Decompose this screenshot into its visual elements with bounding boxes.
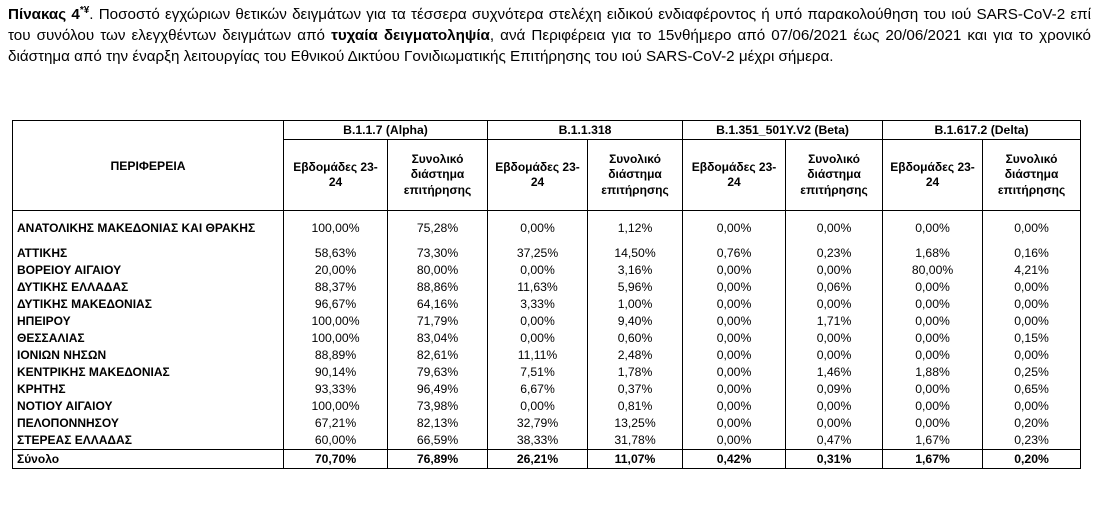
value-cell: 0,23%: [983, 432, 1081, 450]
value-cell: 0,00%: [488, 211, 588, 246]
table-row: [13, 279, 1081, 296]
value-cell: 14,50%: [588, 245, 683, 262]
value-cell: 0,47%: [786, 432, 883, 450]
subheader-total-period: Συνολικό διάστημα επιτήρησης: [983, 140, 1081, 211]
value-cell: 0,25%: [983, 364, 1081, 381]
value-cell: 1,46%: [786, 364, 883, 381]
value-cell: 1,71%: [786, 313, 883, 330]
value-cell: 75,28%: [388, 211, 488, 246]
value-cell: 93,33%: [284, 381, 388, 398]
value-cell: 0,00%: [883, 398, 983, 415]
region-cell: ΗΠΕΙΡΟΥ: [13, 313, 284, 330]
value-cell: 13,25%: [588, 415, 683, 432]
value-cell: 0,60%: [588, 330, 683, 347]
value-cell: 96,49%: [388, 381, 488, 398]
value-cell: 96,67%: [284, 296, 388, 313]
value-cell: 0,00%: [983, 211, 1081, 246]
value-cell: 100,00%: [284, 330, 388, 347]
value-cell: 100,00%: [284, 211, 388, 246]
value-cell: 2,48%: [588, 347, 683, 364]
table-group-header-row: [13, 121, 1081, 140]
value-cell: 0,00%: [883, 347, 983, 364]
value-cell: 4,21%: [983, 262, 1081, 279]
table-row: [13, 245, 1081, 262]
value-cell: 0,00%: [883, 279, 983, 296]
value-cell: 0,00%: [883, 211, 983, 246]
value-cell: 20,00%: [284, 262, 388, 279]
region-column-header: ΠΕΡΙΦΕΡΕΙΑ: [13, 121, 284, 211]
value-cell: 0,00%: [883, 330, 983, 347]
value-cell: 0,00%: [983, 279, 1081, 296]
subheader-total-period: Συνολικό διάστημα επιτήρησης: [388, 140, 488, 211]
table-row: [13, 347, 1081, 364]
value-cell: 0,23%: [786, 245, 883, 262]
region-cell: ΠΕΛΟΠΟΝΝΗΣΟΥ: [13, 415, 284, 432]
value-cell: 66,59%: [388, 432, 488, 450]
table-row: [13, 296, 1081, 313]
total-value-cell: 0,42%: [683, 450, 786, 469]
table-row: [13, 330, 1081, 347]
table-row: [13, 381, 1081, 398]
value-cell: 88,37%: [284, 279, 388, 296]
value-cell: 0,00%: [683, 398, 786, 415]
value-cell: 1,00%: [588, 296, 683, 313]
value-cell: 100,00%: [284, 398, 388, 415]
caption-label: Πίνακας 4*¥: [8, 4, 90, 23]
subheader-weeks: Εβδομάδες 23-24: [488, 140, 588, 211]
value-cell: 0,00%: [983, 398, 1081, 415]
value-cell: 88,89%: [284, 347, 388, 364]
value-cell: 11,11%: [488, 347, 588, 364]
value-cell: 0,00%: [488, 313, 588, 330]
value-cell: 0,00%: [683, 432, 786, 450]
value-cell: 0,00%: [683, 279, 786, 296]
value-cell: 73,98%: [388, 398, 488, 415]
value-cell: 6,67%: [488, 381, 588, 398]
value-cell: 0,00%: [786, 262, 883, 279]
group-header-alpha: B.1.1.7 (Alpha): [284, 121, 488, 140]
value-cell: 90,14%: [284, 364, 388, 381]
table-row: [13, 262, 1081, 279]
value-cell: 1,67%: [883, 432, 983, 450]
caption-text-part2: , ανά Περιφέρεια για το 15νθήμερο από 07/06/2021 έως 20/06/2021 και για το χρονικό διάστημα από την έναρξη λειτουργίας του Εθνικού Δικτύου Γονιδιωματικής Επιτήρησης του ιού SARS-CoV-2 μέχρι σήμερα.: [8, 27, 1091, 65]
value-cell: 0,37%: [588, 381, 683, 398]
total-row: [13, 450, 1081, 469]
value-cell: 1,12%: [588, 211, 683, 246]
value-cell: 71,79%: [388, 313, 488, 330]
region-cell: ΚΡΗΤΗΣ: [13, 381, 284, 398]
value-cell: 0,00%: [488, 398, 588, 415]
value-cell: 0,09%: [786, 381, 883, 398]
value-cell: 0,00%: [683, 381, 786, 398]
value-cell: 1,78%: [588, 364, 683, 381]
value-cell: 31,78%: [588, 432, 683, 450]
subheader-weeks: Εβδομάδες 23-24: [284, 140, 388, 211]
region-cell: ΑΝΑΤΟΛΙΚΗΣ ΜΑΚΕΔΟΝΙΑΣ ΚΑΙ ΘΡΑΚΗΣ: [13, 211, 284, 246]
value-cell: 37,25%: [488, 245, 588, 262]
value-cell: 0,20%: [983, 415, 1081, 432]
region-cell: ΑΤΤΙΚΗΣ: [13, 245, 284, 262]
subheader-total-period: Συνολικό διάστημα επιτήρησης: [588, 140, 683, 211]
value-cell: 0,00%: [683, 262, 786, 279]
caption-text-part1: . Ποσοστό εγχώριων θετικών δειγμάτων για τα τέσσερα συχνότερα στελέχη ειδικού ενδιαφέροντος ή υπό παρακολούθηση του ιού SARS-CoV-2 επί του συνόλου των ελεγχθέντων δειγμάτων από: [8, 6, 1091, 44]
value-cell: 0,00%: [488, 262, 588, 279]
total-value-cell: 0,20%: [983, 450, 1081, 469]
value-cell: 11,63%: [488, 279, 588, 296]
value-cell: 0,81%: [588, 398, 683, 415]
value-cell: 67,21%: [284, 415, 388, 432]
value-cell: 0,16%: [983, 245, 1081, 262]
table-row: [13, 313, 1081, 330]
value-cell: 79,63%: [388, 364, 488, 381]
value-cell: 0,06%: [786, 279, 883, 296]
value-cell: 80,00%: [388, 262, 488, 279]
value-cell: 88,86%: [388, 279, 488, 296]
total-value-cell: 11,07%: [588, 450, 683, 469]
value-cell: 64,16%: [388, 296, 488, 313]
value-cell: 0,00%: [883, 296, 983, 313]
value-cell: 0,65%: [983, 381, 1081, 398]
value-cell: 0,00%: [683, 313, 786, 330]
value-cell: 100,00%: [284, 313, 388, 330]
table-row: [13, 211, 1081, 246]
total-value-cell: 0,31%: [786, 450, 883, 469]
total-value-cell: 26,21%: [488, 450, 588, 469]
table-body: [13, 211, 1081, 469]
variants-table: [12, 120, 1081, 469]
value-cell: 0,00%: [883, 415, 983, 432]
value-cell: 0,00%: [683, 347, 786, 364]
value-cell: 0,00%: [683, 330, 786, 347]
value-cell: 0,00%: [488, 330, 588, 347]
value-cell: 0,00%: [683, 415, 786, 432]
group-header-beta: B.1.351_501Y.V2 (Beta): [683, 121, 883, 140]
value-cell: 58,63%: [284, 245, 388, 262]
value-cell: 1,68%: [883, 245, 983, 262]
value-cell: 3,33%: [488, 296, 588, 313]
table-caption: [8, 4, 1091, 67]
value-cell: 0,00%: [983, 313, 1081, 330]
table-row: [13, 415, 1081, 432]
total-value-cell: 70,70%: [284, 450, 388, 469]
subheader-weeks: Εβδομάδες 23-24: [883, 140, 983, 211]
region-cell: ΝΟΤΙΟΥ ΑΙΓΑΙΟΥ: [13, 398, 284, 415]
value-cell: 0,00%: [786, 398, 883, 415]
value-cell: 0,00%: [883, 381, 983, 398]
value-cell: 0,00%: [683, 364, 786, 381]
region-cell: ΙΟΝΙΩΝ ΝΗΣΩΝ: [13, 347, 284, 364]
value-cell: 73,30%: [388, 245, 488, 262]
group-header-b11318: B.1.1.318: [488, 121, 683, 140]
value-cell: 0,00%: [786, 330, 883, 347]
value-cell: 5,96%: [588, 279, 683, 296]
region-cell: ΣΤΕΡΕΑΣ ΕΛΛΑΔΑΣ: [13, 432, 284, 450]
value-cell: 7,51%: [488, 364, 588, 381]
region-cell: ΒΟΡΕΙΟΥ ΑΙΓΑΙΟΥ: [13, 262, 284, 279]
value-cell: 60,00%: [284, 432, 388, 450]
value-cell: 83,04%: [388, 330, 488, 347]
total-value-cell: 76,89%: [388, 450, 488, 469]
region-cell: ΘΕΣΣΑΛΙΑΣ: [13, 330, 284, 347]
table-row: [13, 432, 1081, 450]
subheader-weeks: Εβδομάδες 23-24: [683, 140, 786, 211]
total-label-cell: Σύνολο: [13, 450, 284, 469]
value-cell: 0,00%: [683, 211, 786, 246]
value-cell: 1,88%: [883, 364, 983, 381]
value-cell: 0,00%: [786, 415, 883, 432]
value-cell: 80,00%: [883, 262, 983, 279]
value-cell: 0,15%: [983, 330, 1081, 347]
value-cell: 0,00%: [786, 347, 883, 364]
region-cell: ΔΥΤΙΚΗΣ ΜΑΚΕΔΟΝΙΑΣ: [13, 296, 284, 313]
value-cell: 32,79%: [488, 415, 588, 432]
table-row: [13, 364, 1081, 381]
value-cell: 82,13%: [388, 415, 488, 432]
value-cell: 0,00%: [786, 296, 883, 313]
region-cell: ΔΥΤΙΚΗΣ ΕΛΛΑΔΑΣ: [13, 279, 284, 296]
value-cell: 0,00%: [786, 211, 883, 246]
value-cell: 82,61%: [388, 347, 488, 364]
value-cell: 0,00%: [883, 313, 983, 330]
subheader-total-period: Συνολικό διάστημα επιτήρησης: [786, 140, 883, 211]
caption-bold-text: τυχαία δειγματοληψία: [331, 27, 490, 44]
value-cell: 9,40%: [588, 313, 683, 330]
value-cell: 0,00%: [983, 347, 1081, 364]
region-cell: ΚΕΝΤΡΙΚΗΣ ΜΑΚΕΔΟΝΙΑΣ: [13, 364, 284, 381]
table-row: [13, 398, 1081, 415]
total-value-cell: 1,67%: [883, 450, 983, 469]
value-cell: 0,76%: [683, 245, 786, 262]
group-header-delta: B.1.617.2 (Delta): [883, 121, 1081, 140]
value-cell: 38,33%: [488, 432, 588, 450]
value-cell: 3,16%: [588, 262, 683, 279]
value-cell: 0,00%: [983, 296, 1081, 313]
value-cell: 0,00%: [683, 296, 786, 313]
